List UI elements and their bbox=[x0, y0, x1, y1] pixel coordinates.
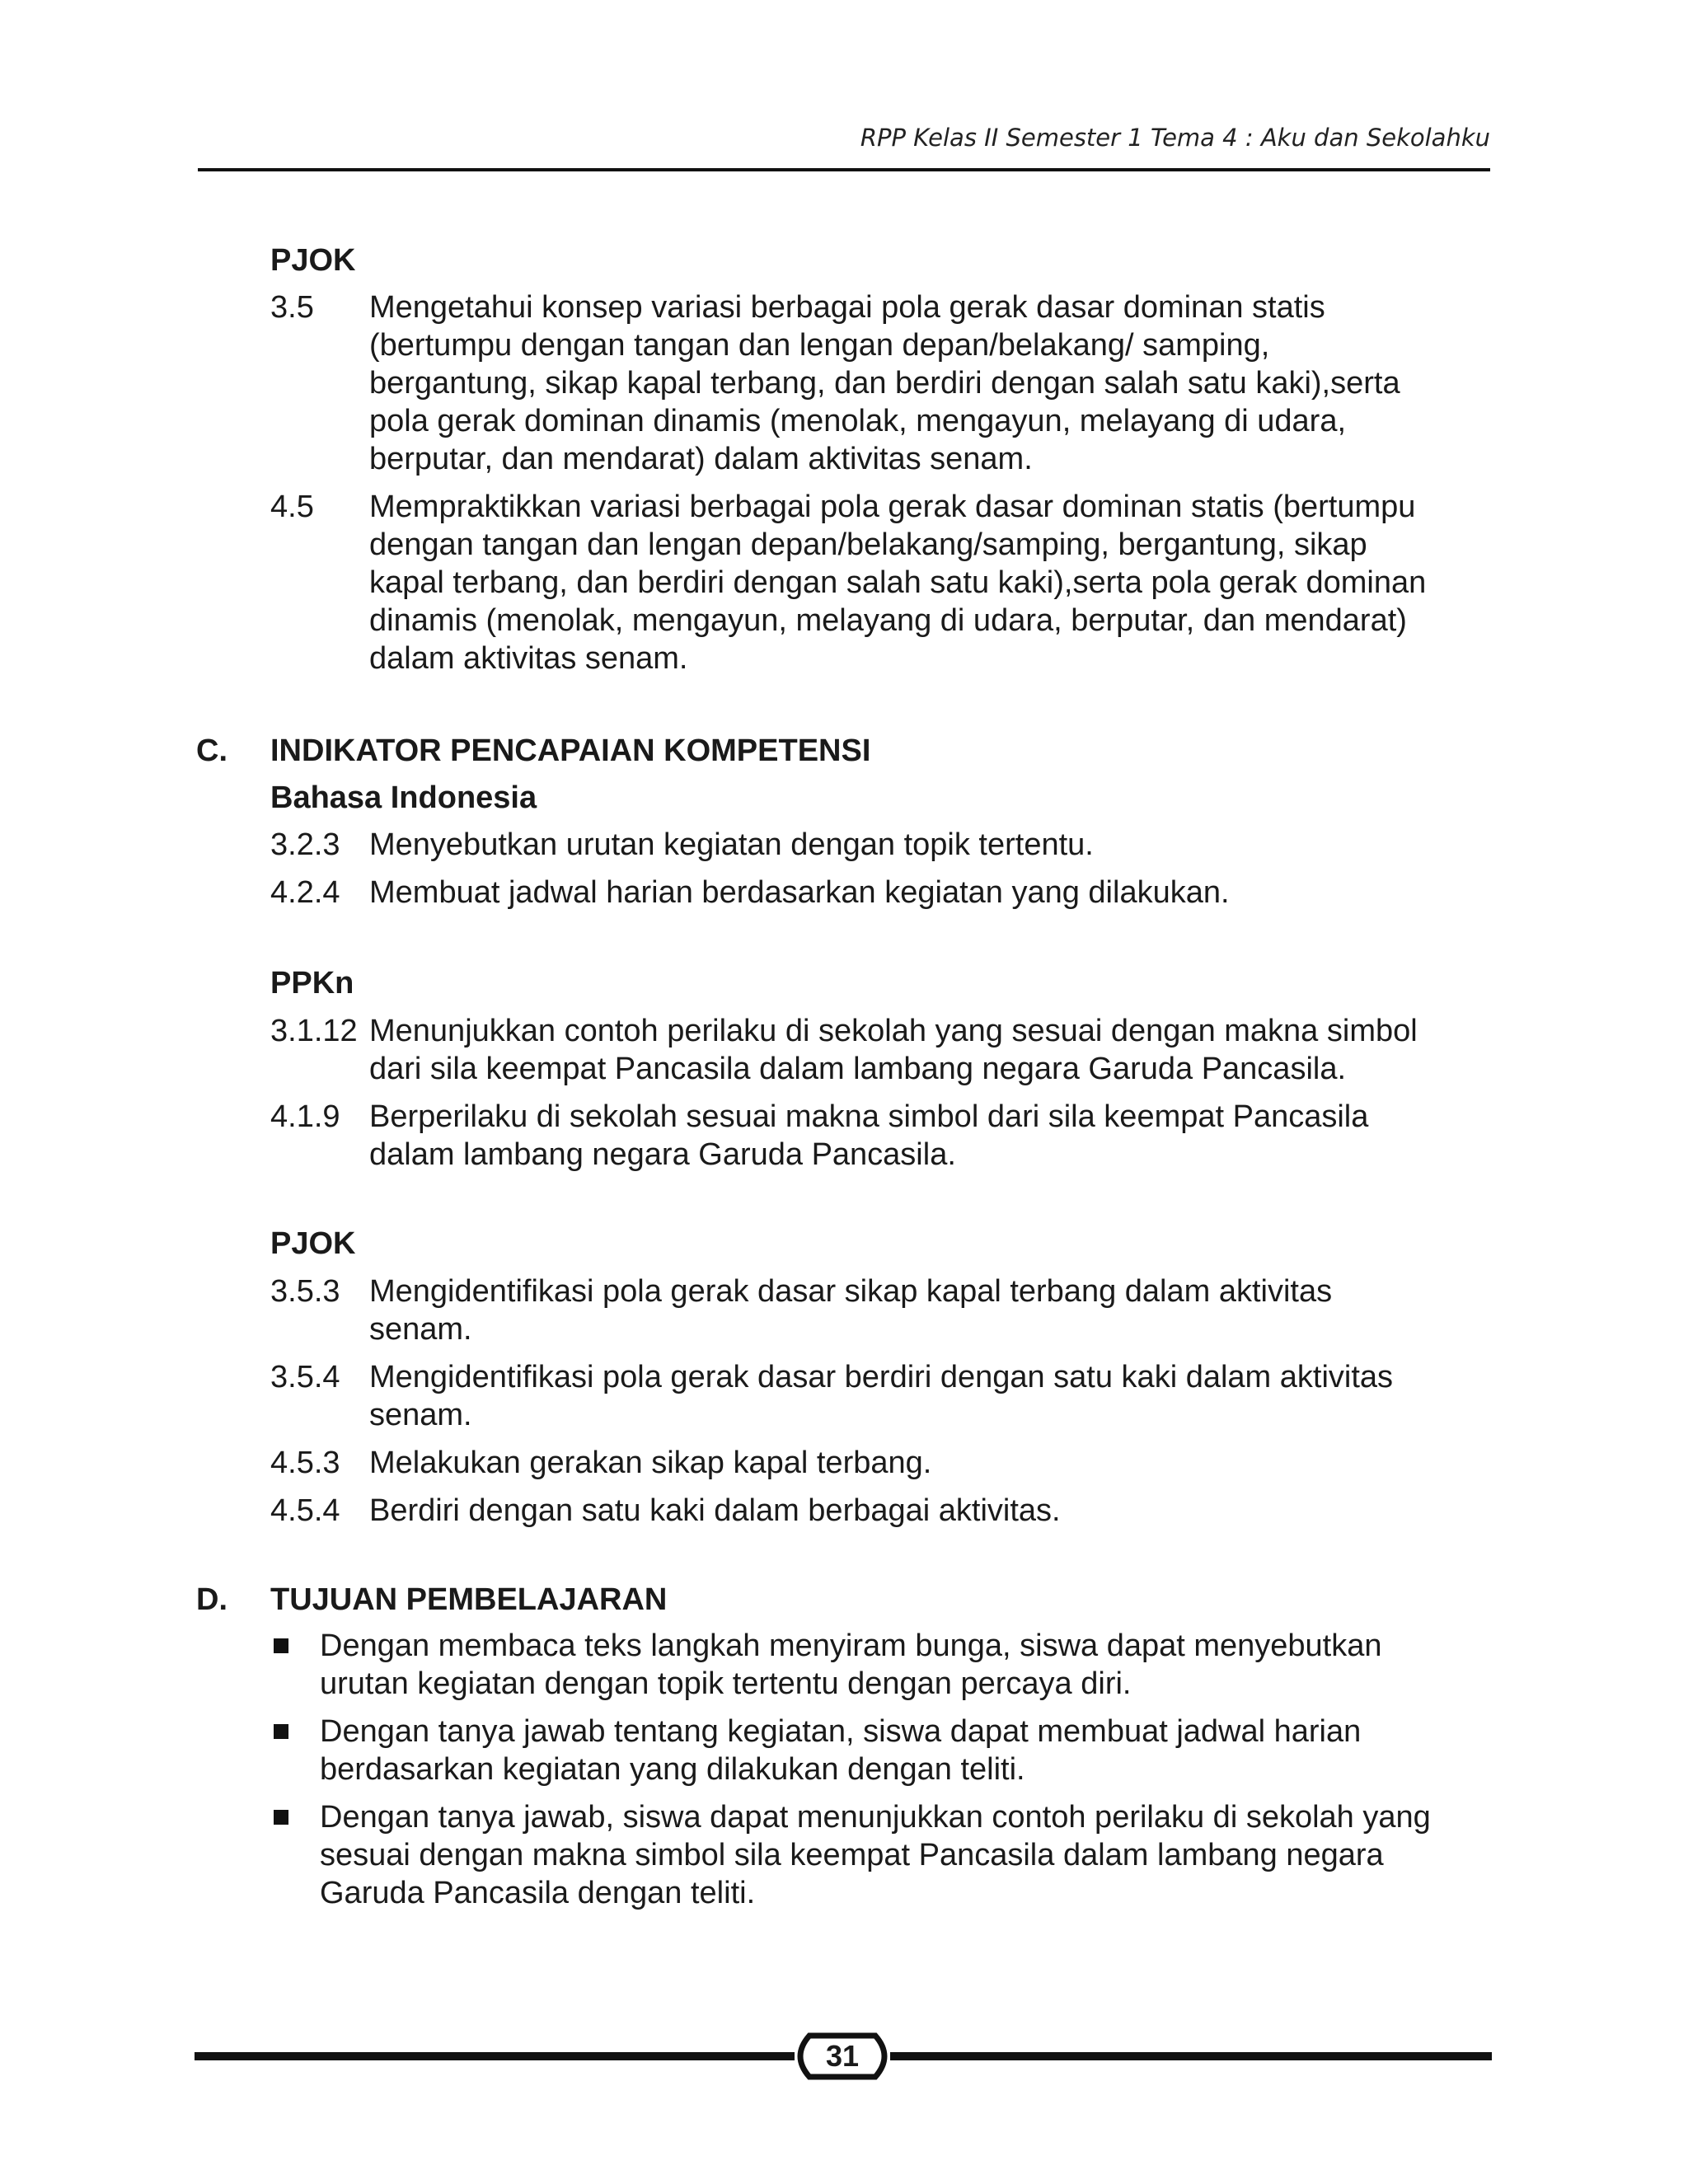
bullet-marker bbox=[274, 1638, 288, 1653]
item-text-line: Menunjukkan contoh perilaku di sekolah yang sesuai dengan makna simbol bbox=[369, 1014, 1418, 1048]
item-text-line: Mempraktikkan variasi berbagai pola gerak dasar dominan statis (bertumpu bbox=[369, 490, 1416, 524]
item-text-line: Berperilaku di sekolah sesuai makna simbol dari sila keempat Pancasila bbox=[369, 1099, 1369, 1134]
subheading-bahasa: Bahasa Indonesia bbox=[270, 780, 537, 815]
section-letter: D. bbox=[196, 1582, 227, 1617]
subheading-ppkn: PPKn bbox=[270, 966, 354, 1001]
item-number: 3.5.4 bbox=[270, 1360, 340, 1394]
item-number: 3.1.12 bbox=[270, 1014, 358, 1048]
item-text-line: berputar, dan mendarat) dalam aktivitas senam. bbox=[369, 442, 1033, 476]
item-text-line: Menyebutkan urutan kegiatan dengan topik tertentu. bbox=[369, 827, 1094, 862]
item-text-line: (bertumpu dengan tangan dan lengan depan/belakang/ samping, bbox=[369, 328, 1270, 363]
bullet-text-line: Dengan tanya jawab, siswa dapat menunjukkan contoh perilaku di sekolah yang bbox=[320, 1800, 1431, 1835]
item-text-line: Mengetahui konsep variasi berbagai pola gerak dasar dominan statis bbox=[369, 290, 1325, 325]
item-text-line: dinamis (menolak, mengayun, melayang di udara, berputar, dan mendarat) bbox=[369, 603, 1407, 638]
bullet-text-line: urutan kegiatan dengan topik tertentu dengan percaya diri. bbox=[320, 1666, 1132, 1701]
bullet-marker bbox=[274, 1810, 288, 1825]
item-number: 4.5.3 bbox=[270, 1446, 340, 1480]
bullet-text-line: Dengan membaca teks langkah menyiram bunga, siswa dapat menyebutkan bbox=[320, 1629, 1382, 1663]
subheading-pjok: PJOK bbox=[270, 243, 356, 278]
item-text-line: Berdiri dengan satu kaki dalam berbagai aktivitas. bbox=[369, 1493, 1061, 1528]
item-number: 4.2.4 bbox=[270, 875, 340, 910]
item-text-line: Membuat jadwal harian berdasarkan kegiatan yang dilakukan. bbox=[369, 875, 1230, 910]
section-title: TUJUAN PEMBELAJARAN bbox=[270, 1582, 668, 1617]
item-text-line: dalam lambang negara Garuda Pancasila. bbox=[369, 1137, 956, 1172]
item-text-line: senam. bbox=[369, 1398, 472, 1432]
page-number: 31 bbox=[825, 2039, 860, 2073]
bullet-text-line: sesuai dengan makna simbol sila keempat Pancasila dalam lambang negara bbox=[320, 1838, 1384, 1872]
section-title: INDIKATOR PENCAPAIAN KOMPETENSI bbox=[270, 733, 871, 768]
bullet-marker bbox=[274, 1724, 288, 1739]
item-text-line: pola gerak dominan dinamis (menolak, mengayun, melayang di udara, bbox=[369, 404, 1347, 438]
item-number: 3.5 bbox=[270, 290, 314, 325]
item-text-line: bergantung, sikap kapal terbang, dan berdiri dengan salah satu kaki),serta bbox=[369, 366, 1400, 401]
footer-rule-right bbox=[890, 2052, 1492, 2060]
item-text-line: Mengidentifikasi pola gerak dasar berdiri dengan satu kaki dalam aktivitas bbox=[369, 1360, 1394, 1394]
item-number: 3.5.3 bbox=[270, 1274, 340, 1309]
subheading-pjok: PJOK bbox=[270, 1226, 356, 1261]
bullet-text-line: Garuda Pancasila dengan teliti. bbox=[320, 1876, 756, 1910]
item-text-line: senam. bbox=[369, 1312, 472, 1347]
bullet-text-line: berdasarkan kegiatan yang dilakukan dengan teliti. bbox=[320, 1752, 1025, 1787]
running-header: RPP Kelas II Semester 1 Tema 4 : Aku dan Sekolahku bbox=[860, 124, 1490, 152]
item-text-line: Mengidentifikasi pola gerak dasar sikap kapal terbang dalam aktivitas bbox=[369, 1274, 1333, 1309]
header-rule bbox=[198, 168, 1490, 171]
section-letter: C. bbox=[196, 733, 227, 768]
footer-rule-left bbox=[195, 2052, 795, 2060]
item-number: 3.2.3 bbox=[270, 827, 340, 862]
item-text-line: kapal terbang, dan berdiri dengan salah satu kaki),serta pola gerak dominan bbox=[369, 565, 1427, 600]
item-number: 4.5 bbox=[270, 490, 314, 524]
item-text-line: dalam aktivitas senam. bbox=[369, 641, 688, 676]
item-number: 4.1.9 bbox=[270, 1099, 340, 1134]
item-text-line: dari sila keempat Pancasila dalam lambang negara Garuda Pancasila. bbox=[369, 1052, 1347, 1086]
item-text-line: Melakukan gerakan sikap kapal terbang. bbox=[369, 1446, 932, 1480]
bullet-text-line: Dengan tanya jawab tentang kegiatan, siswa dapat membuat jadwal harian bbox=[320, 1714, 1362, 1749]
item-number: 4.5.4 bbox=[270, 1493, 340, 1528]
item-text-line: dengan tangan dan lengan depan/belakang/samping, bergantung, sikap bbox=[369, 527, 1367, 562]
